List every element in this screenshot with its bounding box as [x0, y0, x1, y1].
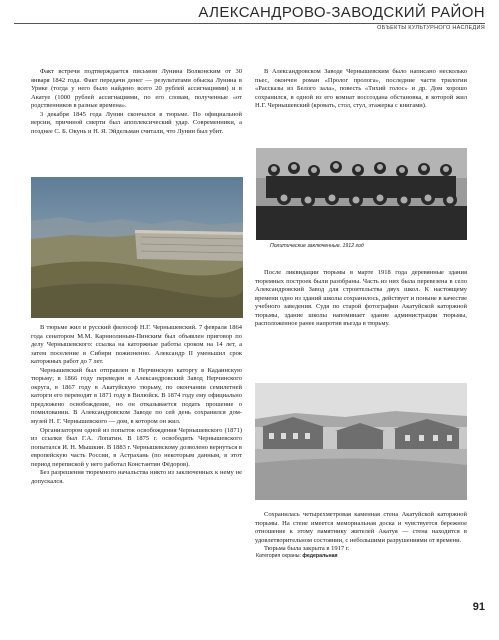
right-column-middle-text: [255, 269, 467, 329]
paragraph: В Александровском Заводе Чернышевским было написано несколько пьес, окончен роман «Пролог пролога», последние части трилогии «Рассказы из Белого зала», повесть «Тихий голос» и др. Дом хорошо сохранился, в одной из его комнат воссоздана обстановка, в которой жил Н.Г. Чернышевский (кровать, стол, стул, этажерка с книгами).: [255, 68, 467, 110]
stone-wall-photo: [31, 177, 243, 318]
prisoners-group-image: [256, 148, 467, 240]
paragraph: Сохранилась четырехметровая каменная стена Акатуйской каторжной тюрьмы. На стене имеется мемориальная доска и чувствуется бережное отношение к этому памятнику жителей Акатуя — стена находится в удовлетворительном состоянии, с небольшими разрушениями от времени.: [255, 511, 467, 544]
paragraph: Без разрешения тюремного начальства никто из заключенных к нему не допускался.: [31, 469, 242, 485]
paragraph: 3 декабря 1845 года Лунин скончался в тюрьме. По официальной версии, причиной смерти был апоплексический удар. Современники, а позднее С. Б. Окунь и Н. Я. Эйдельман считали, что Лунин был убит.: [31, 110, 242, 135]
stone-wall-image: [31, 177, 243, 318]
paragraph: Чернышевский был отправлен в Нерчинскую каторгу в Кадаинскую тюрьму; в 1866 году переведен в Александровский Завод Нерчинского округа, в 1867 году в Акатуйскую тюрьму, по окончании семилетней каторги его переводят в 1871 году в Вилюйск. В 1874 году ему официально предложено освобождение, но он отказывается подать прошение о помиловании. В Александровском Заводе по сей день сохранился дом-музей Н. Г. Чернышевского — дом, в котором он жил.: [31, 366, 242, 426]
left-column-bottom-text: [31, 324, 242, 486]
left-column-top-text: [31, 68, 242, 136]
paragraph: После ликвидации тюрьмы в марте 1918 года деревянные здания тюремных построек были разобраны. Часть из них была перевезена в село Александровский Завод для строительства двух школ. К настоящему времени одно из зданий школы сохранилось, действует и поныне в качестве учебного заведения. Судя по старой фотографии Акатуйской каторжной тюрьмы, здание школы напоминает здание администрации тюрьмы, расположенное ранее напротив въезда в тюрьму.: [255, 269, 467, 328]
page-number: 91: [472, 601, 485, 613]
category-value: федеральная: [302, 553, 338, 559]
paragraph: Организатором одной из попыток освобождения Чернышевского (1871) из ссылки был Г.А. Лопатин. В 1875 г. освободить Чернышевского попытался И. Н. Мышкин. В 1883 г. Чернышевскому дозволено вернуться в европейскую часть России, в Астрахань (по некоторым данным, в этот период перепиской у него работал Константин Фёдоров).: [31, 426, 242, 468]
header-title: АЛЕКСАНДРОВО-ЗАВОДСКИЙ РАЙОН: [198, 4, 485, 21]
header-rule: [14, 23, 485, 24]
political-prisoners-photo: [256, 148, 467, 240]
prison-buildings-image: [255, 383, 467, 500]
protection-category: [256, 553, 338, 559]
right-column-top-text: [255, 68, 467, 111]
old-prison-photo: [255, 383, 467, 500]
header-subtitle: ОБЪЕКТЫ КУЛЬТУРНОГО НАСЛЕДИЯ: [377, 25, 485, 31]
category-label: Категория охраны:: [256, 553, 301, 559]
right-column-bottom-text: [255, 511, 467, 554]
paragraph: Факт встречи подтверждается письмом Лунина Волконским от 30 января 1842 года. Факт передачи денег — результатами обыска Лунина в Урике (тогда у него было найдено всего 20 рублей ассигнациями) и в Акатуе (1000 рублей ассигнациями, по его словам, полученные «от родственников в разные времена».: [31, 68, 242, 110]
photo-caption: Политические заключенные. 1912 год: [270, 243, 364, 249]
paragraph: Тюрьма была закрыта в 1917 г.: [264, 545, 350, 553]
paragraph: В тюрьме жил и русский философ Н.Г. Чернышевский. 7 февраля 1864 года сенатором М.М. Карниолиным-Пинским был объявлен приговор по делу Чернышевского: ссылка на каторжные работы сроком на 14 лет, а затем поселение в Сибири пожизненно. Александр II уменьшил срок каторжных работ до 7 лет.: [31, 324, 242, 366]
